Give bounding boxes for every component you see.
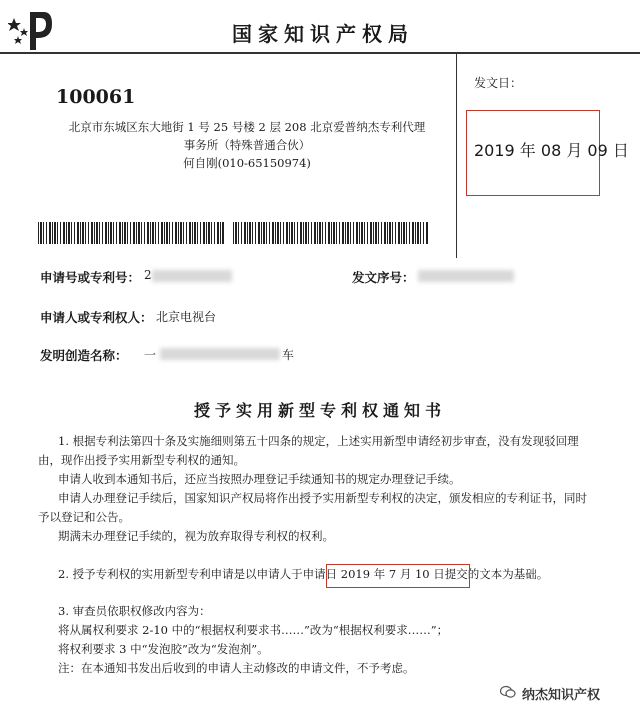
- header-divider: [0, 52, 640, 54]
- paragraph-1-line-4: 申请人办理登记手续后，国家知识产权局将作出授予实用新型专利权的决定，颁发相应的专利证书，同时: [58, 491, 587, 505]
- office-name: 国家知识产权局: [232, 22, 414, 46]
- cnipa-logo-icon: [8, 8, 52, 52]
- redacted-document-number: [418, 270, 514, 282]
- address-line-2: 事务所（特殊普通合伙）: [183, 138, 311, 152]
- application-number-value: 2: [144, 268, 152, 282]
- filing-date-highlight: [326, 564, 470, 588]
- document-number-label: 发文序号：: [352, 270, 415, 285]
- paragraph-1-line-1: 1. 根据专利法第四十条及实施细则第五十四条的规定，上述实用新型申请经初步审查，没有发现驳回理: [58, 434, 579, 448]
- applicant-label: 申请人或专利权人：: [40, 310, 153, 325]
- redacted-invention-title: [160, 348, 280, 360]
- watermark-text: 纳杰知识产权: [522, 688, 601, 703]
- paragraph-3-line-4: 注：在本通知书发出后收到的申请人主动修改的申请文件，不予考虑。: [58, 661, 415, 675]
- paragraph-3-line-2: 将从属权利要求 2-10 中的“根据权利要求书……”改为“根据权利要求……”；: [58, 623, 449, 637]
- wechat-watermark-icon: [500, 684, 516, 700]
- dispatch-date-label: 发文日：: [474, 76, 523, 90]
- paragraph-1-line-6: 期满未办理登记手续的，视为放弃取得专利权的权利。: [58, 529, 334, 543]
- paragraph-1-line-5: 予以登记和公告。: [38, 510, 130, 524]
- vertical-divider: [456, 52, 457, 258]
- address-line-1: 北京市东城区东大地街 1 号 25 号楼 2 层 208 北京爱普纳杰专利代理: [68, 120, 426, 134]
- invention-title-suffix: 车: [282, 348, 295, 362]
- paragraph-2: 2. 授予专利权的实用新型专利申请是以申请人于申请日 2019 年 7 月 10 日提交的文本为基础。: [58, 567, 549, 581]
- recipient-address: [52, 118, 442, 172]
- notice-title: 授予实用新型专利权通知书: [193, 401, 446, 420]
- application-number-label: 申请号或专利号：: [40, 270, 141, 285]
- paragraph-1-line-3: 申请人收到本通知书后，还应当按照办理登记手续通知书的规定办理登记手续。: [58, 472, 461, 486]
- barcode-left: [38, 222, 224, 244]
- invention-title-label: 发明创造名称：: [40, 348, 128, 363]
- contact-line: 何自刚(010-65150974): [183, 156, 311, 170]
- applicant-value: 北京电视台: [156, 310, 217, 324]
- paragraph-3-line-3: 将权利要求 3 中“发泡胶”改为“发泡剂”。: [58, 642, 269, 656]
- paragraph-1-line-2: 由，现作出授予实用新型专利权的通知。: [38, 453, 245, 467]
- dispatch-date-value: 2019 年 08 月 09 日: [474, 141, 629, 160]
- postal-code: 100061: [56, 86, 136, 108]
- redacted-application-number: [152, 270, 232, 282]
- invention-title-prefix: 一: [144, 348, 157, 362]
- paragraph-3-line-1: 3. 审查员依职权修改内容为：: [58, 604, 211, 618]
- barcode-right: [233, 222, 429, 244]
